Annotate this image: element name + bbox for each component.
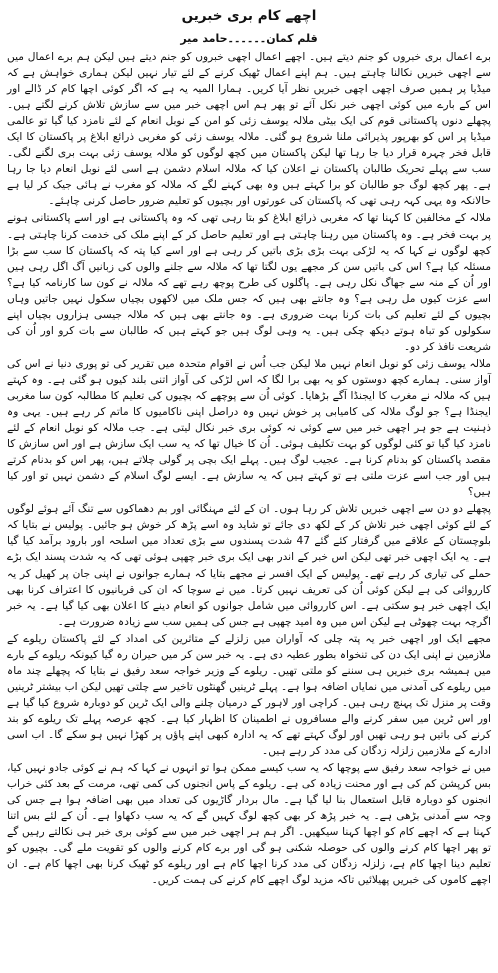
article-byline: قلم کمان۔۔۔۔۔۔حامد میر [180,32,318,45]
article-body [7,49,491,888]
article-paragraph: پچھلے دو دن سے اچھی خبریں تلاش کر رہا ہوں۔ ان کے لئے مہنگائی اور بم دھماکوں سے تنگ آئے ہوئے لوگوں کے لئے کوئی اچھی خبر تلاش کر کے لکھ دی جائے تو شاید وہ اسے پڑھ کر خوش ہو جائیں۔ پولیس نے بتایا کہ بلوچستان کے علاقے میں گرفتار کئے گئے 47 شدت پسندوں سے بڑی تعداد میں اسلحہ اور بارود برآمد کیا گیا ہے۔ یہ ایک اچھی خبر تھی لیکن اس خبر کے اندر بھی ایک بری خبر چھپی ہوئی تھی کہ یہ شدت پسند ایک بڑے حملے کی تیاری کر رہے تھے۔ پولیس کے ایک افسر نے مجھے بتایا کہ ہمارے جوانوں نے اپنی جان پر کھیل کر یہ کارروائی کی ہے لیکن کوئی اُن کی تعریف نہیں کرتا۔ میں نے سوچا کہ ان کی قربانیوں کا اعتراف کرنا بھی ایک اچھی خبر ہو سکتی ہے۔ اس کارروائی میں شامل جوانوں کو انعام دینے کا اعلان بھی کیا گیا ہے۔ یہ خبر اگرچہ بہت چھوٹی ہے لیکن اس میں وہ امید چھپی ہے جس کی ہمیں سب سے زیادہ ضرورت ہے۔ [7,503,491,628]
article-paragraph: برے اعمال بری خبروں کو جنم دیتے ہیں۔ اچھے اعمال اچھی خبروں کو جنم دیتے ہیں لیکن ہم برے اعمال میں سے اچھی خبریں نکالنا چاہتے ہیں۔ ہم اپنے اعمال ٹھیک کرنے کے لئے تیار نہیں لیکن ہماری خواہش ہے کہ میڈیا پر ہمیں صرف اچھی اچھی خبریں نظر آیا کریں۔ ہمارا المیہ یہ ہے کہ اگر کوئی اچھا کام کر ڈالے اور اس کے بارے میں کوئی اچھی خبر نکل آئے تو پھر ہم اس اچھی خبر میں سے سازش تلاش کرنے لگتے ہیں۔ پچھلے دنوں پاکستانی قوم کی ایک بیٹی ملالہ یوسف زئی کو امن کے نوبل انعام کے لئے نامزد کیا گیا تو عالمی میڈیا پر اس کو بھرپور پذیرائی ملنا شروع ہو گئی۔ ملالہ یوسف زئی کو مغربی ذرائع ابلاغ پر پاکستان کا ایک قابل فخر چہرہ قرار دیا جا رہا تھا لیکن پاکستان میں کچھ لوگوں کو ملالہ یوسف زئی بہت بری لگنے لگی۔ سب سے پہلے تحریک طالبان پاکستان نے اعلان کیا کہ ملالہ اسلام دشمن ہے اسی لئے نوبل انعام دیا جا رہا ہے۔ پھر کچھ لوگ جو طالبان کو برا کہتے ہیں وہ بھی کہنے لگے کہ ملالہ کو مغرب نے ہائی جیک کر لیا ہے حالانکہ وہ یہی کہہ رہی تھی کہ پاکستان کی عورتوں اور بچیوں کو تعلیم ضرور حاصل کرنی چاہئے۔ [7,51,491,208]
article-paragraph: ملالہ کے مخالفین کا کہنا تھا کہ مغربی ذرائع ابلاغ کو بتا رہی تھی کہ وہ پاکستانی ہے اور اسے پاکستانی ہونے پر بہت فخر ہے۔ وہ پاکستان میں رہنا چاہتی ہے اور تعلیم حاصل کر کے اپنے ملک کی خدمت کرنا چاہتی ہے۔ کچھ لوگوں نے کہا کہ یہ لڑکی بہت بڑی بڑی باتیں کر رہی ہے اور اسے کیا پتہ کہ پاکستان کا سب سے بڑا مسئلہ کیا ہے؟ اس کی باتیں سن کر مجھے یوں لگتا تھا کہ ملالہ سے جلنے والوں کی زبانیں آگ اگل رہی ہیں اور اُن کے منہ سے جھاگ نکل رہی ہے۔ پاگلوں کی طرح پوچھ رہے تھے کہ ملالہ نے کون سا کارنامہ کیا ہے؟ اسے عزت کیوں مل رہی ہے؟ وہ جانتے بھی ہیں کہ جس ملک میں لاکھوں بچیاں سکول نہیں جاتیں وہاں بچیوں کے لئے تعلیم کی بات کرنا بہت ضروری ہے۔ وہ جانتے بھی ہیں کہ ملالہ جیسی ہزاروں بچیاں اپنے سکولوں کو تباہ ہوتے دیکھ چکی ہیں۔ یہ وہی لوگ ہیں جو کہتے ہیں کہ طالبان سے بات کرو اور اُن کی شریعت نافذ کر دو۔ [7,212,491,353]
article-paragraph: مجھے ایک اور اچھی خبر یہ پتہ چلی کہ آواران میں زلزلے کے متاثرین کی امداد کے لئے پاکستان ریلوے کے ملازمین نے اپنی ایک دن کی تنخواہ بطور عطیہ دی ہے۔ یہ خبر سن کر میں حیران رہ گیا کیونکہ ریلوے کے بارے میں ہمیشہ بری خبریں ہی سننے کو ملتی تھیں۔ ریلوے کے وزیر خواجہ سعد رفیق نے بتایا کہ پچھلے چند ماہ میں ریلوے کی آمدنی میں نمایاں اضافہ ہوا ہے۔ پہلے ٹرینیں گھنٹوں تاخیر سے چلتی تھیں لیکن اب بیشتر ٹرینیں وقت پر منزل تک پہنچ رہی ہیں۔ کراچی اور لاہور کے درمیان چلنے والی ایک ٹرین کو دوبارہ شروع کیا گیا ہے اور اس ٹرین میں سفر کرنے والے مسافروں نے اطمینان کا اظہار کیا ہے۔ کچھ عرصہ پہلے تک ریلوے کو بند کرنے کی باتیں ہو رہی تھیں اور لوگ کہتے تھے کہ یہ ادارہ کبھی اپنے پاؤں پر کھڑا نہیں ہو سکے گا۔ اب اسی ادارے کے ملازمین زلزلہ زدگان کی مدد کر رہے ہیں۔ [7,632,491,758]
article-paragraph: میں نے خواجہ سعد رفیق سے پوچھا کہ یہ سب کیسے ممکن ہوا تو انہوں نے کہا کہ ہم نے کوئی جادو نہیں کیا، بس کرپشن کم کی ہے اور محنت زیادہ کی ہے۔ ریلوے کے پاس انجنوں کی کمی تھی، مرمت کے بعد کئی خراب انجنوں کو دوبارہ قابل استعمال بنا لیا گیا ہے۔ مال بردار گاڑیوں کی تعداد میں بھی اضافہ ہوا ہے جس کی وجہ سے آمدنی بڑھی ہے۔ یہ خبر پڑھ کر بھی کچھ لوگ کہیں گے کہ یہ سب دکھاوا ہے۔ اُن کے لئے بس اتنا کہنا ہے کہ اچھے کام کو اچھا کہنا سیکھیں۔ اگر ہم ہر اچھی خبر میں سے کوئی بری خبر ہی نکالتے رہیں گے تو پھر اچھا کام کرنے والوں کی حوصلہ شکنی ہو گی اور برے کام کرنے والوں کو تقویت ملے گی۔ بچیوں کو تعلیم دینا اچھا کام ہے، زلزلہ زدگان کی مدد کرنا اچھا کام ہے اور ریلوے کو ٹھیک کرنا بھی اچھا کام ہے۔ ان اچھے کاموں کی خبریں پھیلائیں تاکہ مزید لوگ اچھے کام کرنے کی ہمت کریں۔ [7,762,491,887]
article-paragraph: ملالہ یوسف زئی کو نوبل انعام نہیں ملا لیکن جب اُس نے اقوام متحدہ میں تقریر کی تو پوری دنیا نے اس کی آواز سنی۔ ہمارے کچھ دوستوں کو یہ بھی برا لگا کہ اس لڑکی کی آواز اتنی بلند کیوں ہو گئی ہے۔ وہ کہتے ہیں کہ ملالہ نے مغرب کا ایجنڈا آگے بڑھایا۔ کوئی اُن سے پوچھے کہ بچیوں کی تعلیم کا مطالبہ کون سا مغربی ایجنڈا ہے؟ جو لوگ ملالہ کی کامیابی پر خوش نہیں وہ دراصل اپنی ناکامیوں کا ماتم کر رہے ہیں۔ یہی وہ ذہنیت ہے جو ہر اچھی خبر میں سے کوئی نہ کوئی بری خبر نکال لیتی ہے۔ جب ملالہ کو نوبل انعام کے لئے نامزد کیا گیا تو کئی لوگوں کو بہت تکلیف ہوئی۔ اُن کا خیال تھا کہ یہ سب ایک سازش ہے اور اس سازش کا مقصد پاکستان کو بدنام کرنا ہے۔ عجیب لوگ ہیں۔ پہلے ایک بچی پر گولی چلاتے ہیں، پھر اس کو بدنام کرتے ہیں اور جب اسے عزت ملتی ہے تو کہتے ہیں کہ یہ سازش ہے۔ ایسے لوگ اسلام کے دشمن نہیں تو اور کیا ہیں؟ [7,357,491,499]
article-headline: اچھے کام بری خبریں [181,8,317,24]
